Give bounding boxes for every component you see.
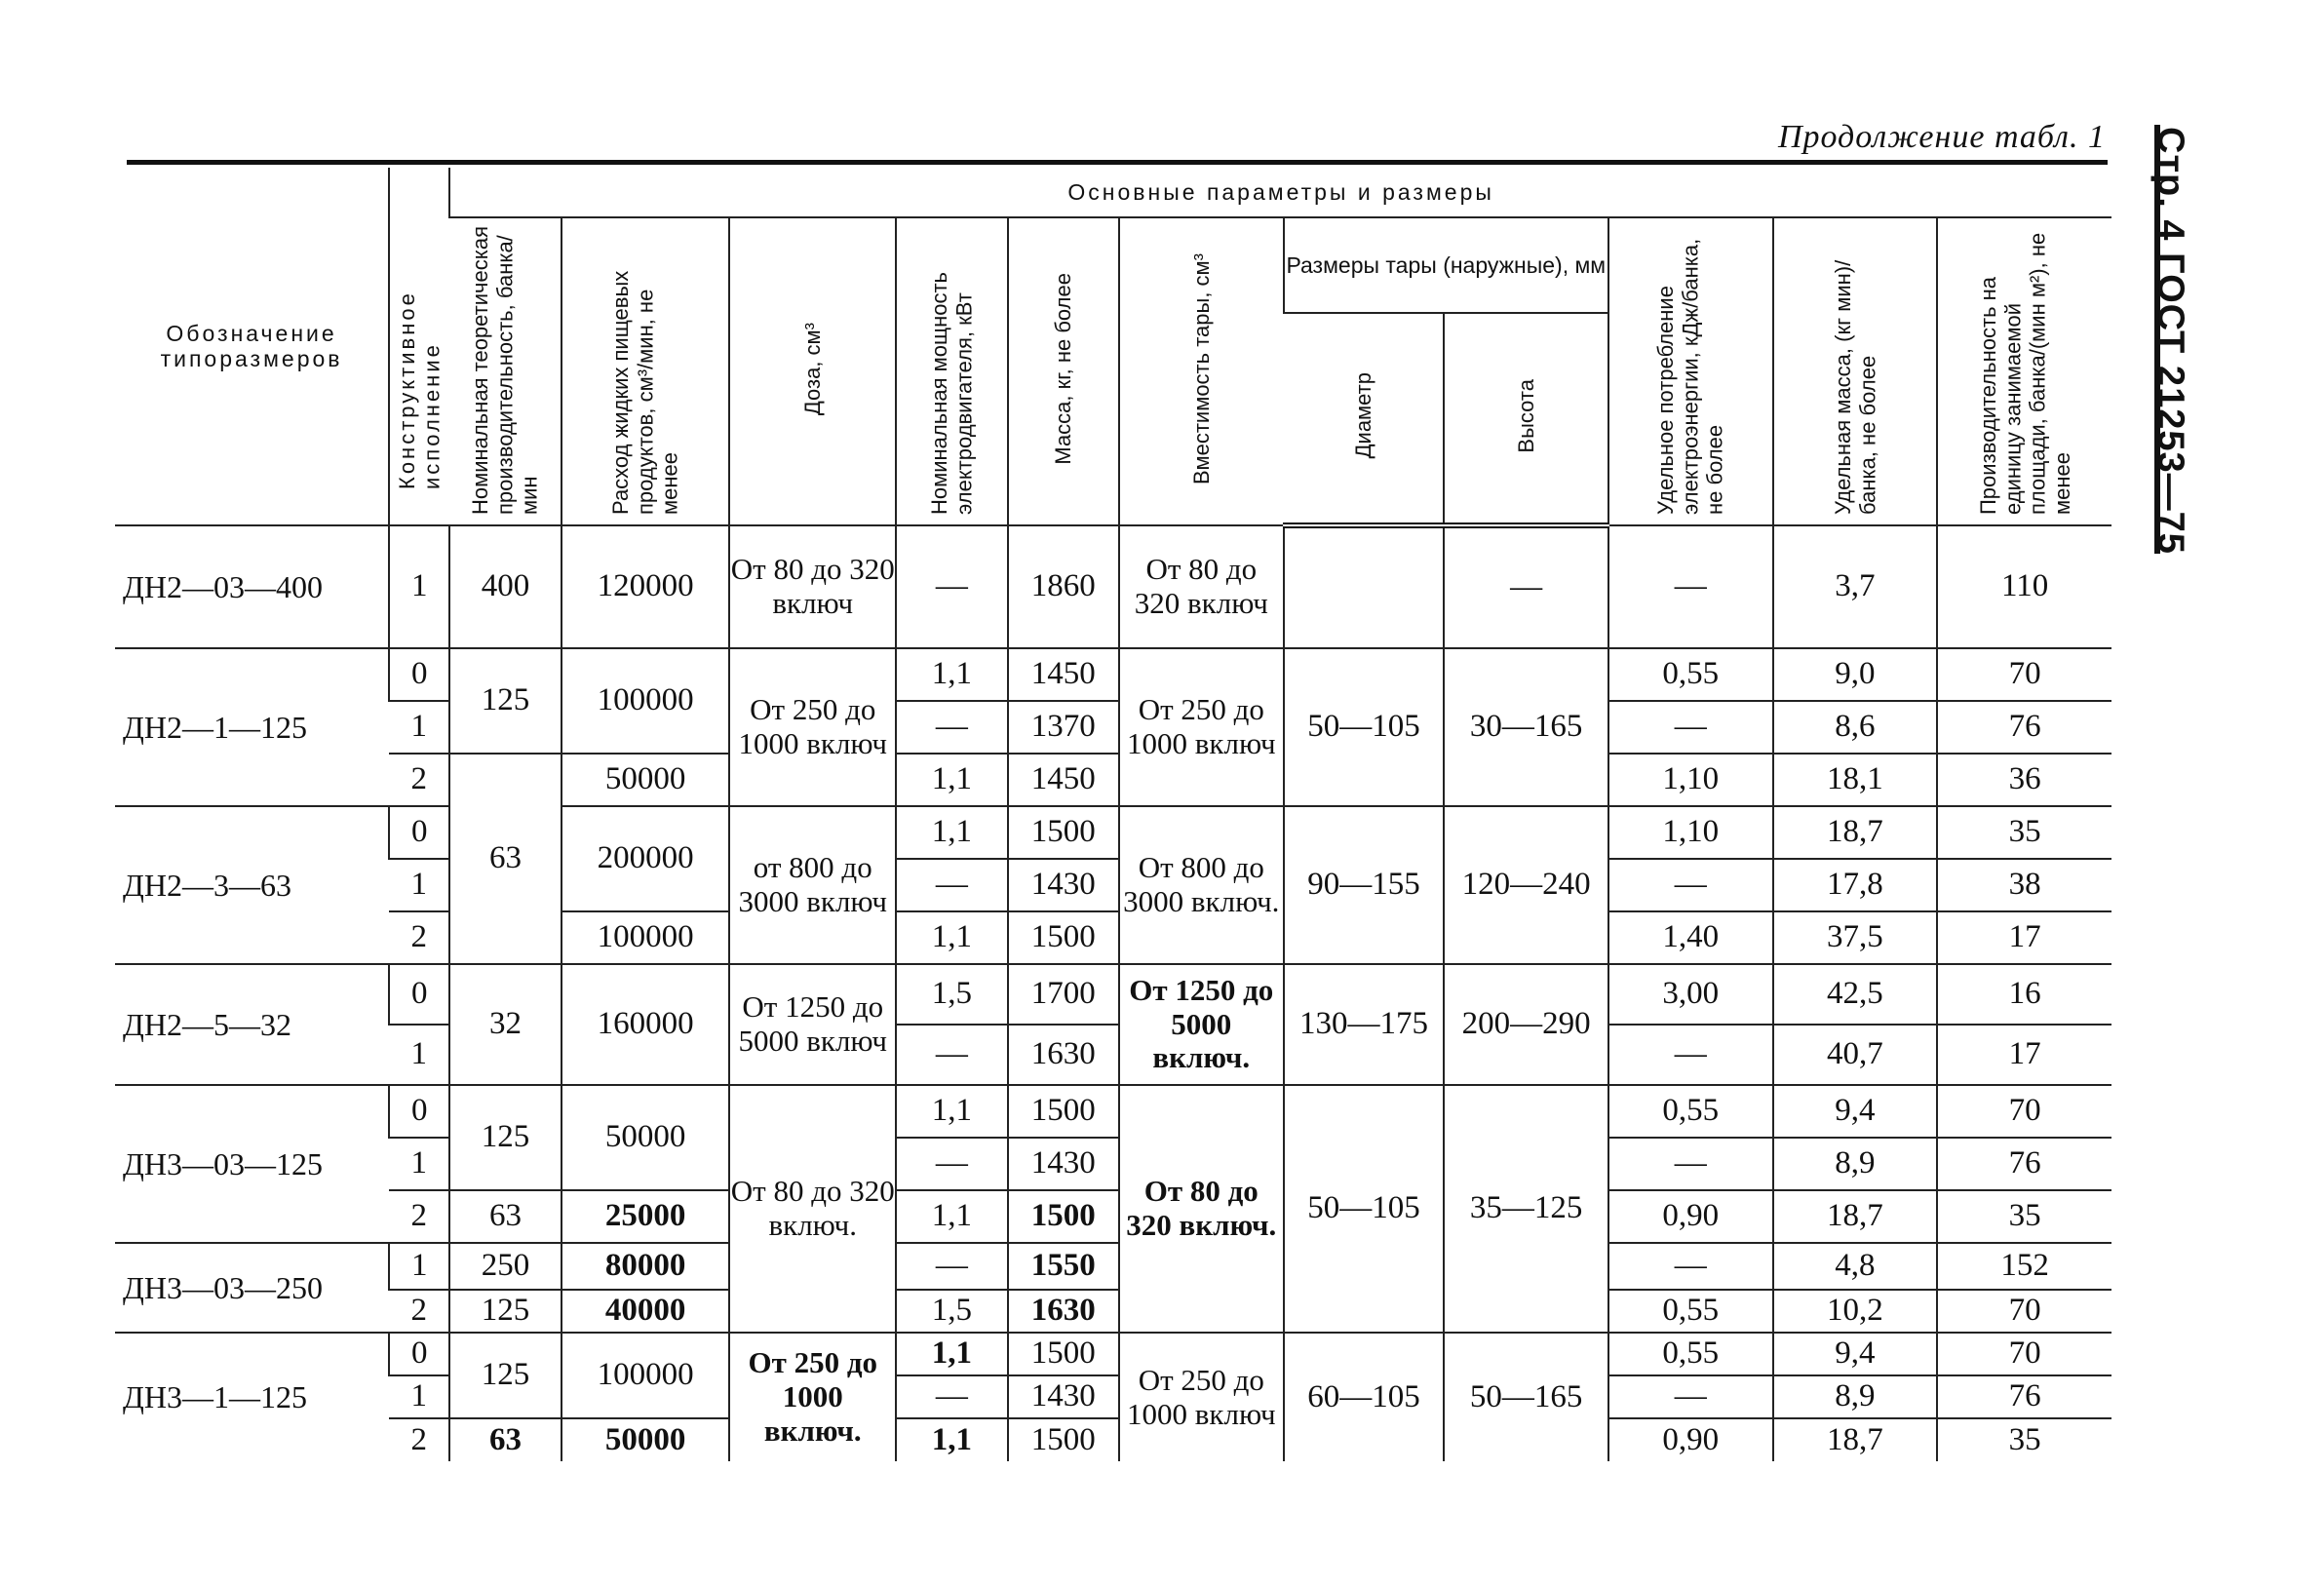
productivity-cell: 250 bbox=[449, 1243, 561, 1290]
area-productivity-cell: 76 bbox=[1937, 701, 2111, 754]
mass-cell: 1430 bbox=[1008, 1138, 1119, 1190]
mass-cell: 1450 bbox=[1008, 648, 1119, 701]
mass-cell: 1550 bbox=[1008, 1243, 1119, 1290]
energy-cell: — bbox=[1608, 859, 1773, 911]
height-cell: 120—240 bbox=[1444, 806, 1608, 964]
height-cell: 200—290 bbox=[1444, 964, 1608, 1085]
design-cell: 1 bbox=[389, 1243, 449, 1290]
energy-cell: 0,90 bbox=[1608, 1418, 1773, 1461]
consumption-cell: 100000 bbox=[562, 648, 730, 754]
type-designation: ДН2—5—32 bbox=[115, 964, 389, 1085]
spec-table bbox=[115, 168, 2111, 1461]
dose-cell: от 800 до 3000 включ bbox=[729, 806, 896, 964]
area-productivity-cell: 70 bbox=[1937, 1085, 2111, 1138]
dose-cell: От 250 до 1000 включ bbox=[729, 648, 896, 806]
capacity-cell: От 1250 до 5000 включ. bbox=[1119, 964, 1284, 1085]
mass-cell: 1450 bbox=[1008, 754, 1119, 806]
design-cell: 2 bbox=[389, 911, 449, 964]
area-productivity-cell: 70 bbox=[1937, 1333, 2111, 1375]
diameter-cell: 50—105 bbox=[1284, 648, 1445, 806]
energy-cell: 0,55 bbox=[1608, 1290, 1773, 1333]
mass-cell: 1860 bbox=[1008, 525, 1119, 648]
power-cell: 1,1 bbox=[896, 911, 1007, 964]
mass-cell: 1370 bbox=[1008, 701, 1119, 754]
capacity-cell: От 250 до 1000 включ bbox=[1119, 648, 1284, 806]
mass-cell: 1500 bbox=[1008, 911, 1119, 964]
header-designation: Обозначение типоразмеров bbox=[115, 168, 389, 525]
design-cell: 1 bbox=[389, 1025, 449, 1085]
mass-cell: 1700 bbox=[1008, 964, 1119, 1025]
area-productivity-cell: 35 bbox=[1937, 1418, 2111, 1461]
productivity-cell: 63 bbox=[449, 1418, 561, 1461]
productivity-cell: 63 bbox=[449, 754, 561, 964]
consumption-cell: 120000 bbox=[562, 525, 730, 648]
design-cell: 0 bbox=[389, 1333, 449, 1375]
specific-mass-cell: 18,7 bbox=[1773, 806, 1938, 859]
consumption-cell: 80000 bbox=[562, 1243, 730, 1290]
type-designation: ДН3—1—125 bbox=[123, 1379, 307, 1415]
diameter-cell: 50—105 bbox=[1284, 1085, 1445, 1333]
dose-cell: От 250 до 1000 включ. bbox=[729, 1333, 896, 1461]
area-productivity-cell: 38 bbox=[1937, 859, 2111, 911]
area-productivity-cell: 36 bbox=[1937, 754, 2111, 806]
area-productivity-cell: 35 bbox=[1937, 806, 2111, 859]
specific-mass-cell: 42,5 bbox=[1773, 964, 1938, 1025]
header-capacity: Вместимость тары, см³ bbox=[1119, 217, 1284, 525]
header-tare-group: Размеры тары (наружные), мм bbox=[1284, 217, 1608, 313]
specific-mass-cell: 8,6 bbox=[1773, 701, 1938, 754]
diameter-cell: 60—105 bbox=[1284, 1333, 1445, 1461]
design-cell: 1 bbox=[389, 1375, 449, 1418]
specific-mass-cell: 8,9 bbox=[1773, 1375, 1938, 1418]
mass-cell: 1500 bbox=[1008, 806, 1119, 859]
height-cell: 50—165 bbox=[1444, 1333, 1608, 1461]
header-dose: Доза, см³ bbox=[729, 217, 896, 525]
design-cell: 2 bbox=[389, 1290, 449, 1333]
area-productivity-cell: 16 bbox=[1937, 964, 2111, 1025]
height-cell: — bbox=[1444, 525, 1608, 648]
specific-mass-cell: 9,4 bbox=[1773, 1085, 1938, 1138]
power-cell: 1,1 bbox=[896, 1418, 1007, 1461]
power-cell: — bbox=[896, 1375, 1007, 1418]
power-cell: — bbox=[896, 1243, 1007, 1290]
consumption-cell: 25000 bbox=[562, 1190, 730, 1243]
design-cell: 0 bbox=[389, 648, 449, 701]
specific-mass-cell: 18,7 bbox=[1773, 1418, 1938, 1461]
specific-mass-cell: 37,5 bbox=[1773, 911, 1938, 964]
design-cell: 1 bbox=[389, 701, 449, 754]
productivity-cell: 400 bbox=[449, 525, 561, 648]
mass-cell: 1500 bbox=[1008, 1418, 1119, 1461]
header-consumption: Расход жидких пищевых продуктов, см³/мин, не менее bbox=[562, 217, 730, 525]
diameter-cell bbox=[1284, 525, 1445, 648]
mass-cell: 1630 bbox=[1008, 1025, 1119, 1085]
energy-cell: — bbox=[1608, 1025, 1773, 1085]
energy-cell: — bbox=[1608, 525, 1773, 648]
consumption-cell: 50000 bbox=[562, 1085, 730, 1190]
mass-cell: 1430 bbox=[1008, 1375, 1119, 1418]
height-cell: 30—165 bbox=[1444, 648, 1608, 806]
type-designation: ДН2—3—63 bbox=[115, 806, 389, 964]
energy-cell: 0,55 bbox=[1608, 1085, 1773, 1138]
area-productivity-cell: 17 bbox=[1937, 1025, 2111, 1085]
specific-mass-cell: 9,0 bbox=[1773, 648, 1938, 701]
power-cell: — bbox=[896, 701, 1007, 754]
mass-cell: 1430 bbox=[1008, 859, 1119, 911]
power-cell: — bbox=[896, 1025, 1007, 1085]
design-cell: 2 bbox=[410, 1421, 427, 1457]
capacity-cell: От 800 до 3000 включ. bbox=[1119, 806, 1284, 964]
header-energy: Удельное потребление электроэнергии, кДж/банка, не более bbox=[1608, 217, 1773, 525]
area-productivity-cell: 70 bbox=[1937, 1290, 2111, 1333]
productivity-cell: 125 bbox=[449, 1290, 561, 1333]
capacity-cell: От 80 до 320 включ bbox=[1119, 525, 1284, 648]
header-productivity: Номинальная теоретическая производительность, банка/мин bbox=[449, 217, 561, 525]
energy-cell: — bbox=[1608, 701, 1773, 754]
energy-cell: 0,90 bbox=[1608, 1190, 1773, 1243]
design-cell: 0 bbox=[389, 806, 449, 859]
header-area-productivity: Производительность на единицу занимаемой площади, банка/(мин м²), не менее bbox=[1937, 217, 2111, 525]
page-label: Стр. 4 ГОСТ 21253—75 bbox=[2150, 127, 2191, 555]
power-cell: 1,1 bbox=[896, 648, 1007, 701]
energy-cell: 0,55 bbox=[1608, 1333, 1773, 1375]
capacity-cell: От 250 до 1000 включ bbox=[1119, 1333, 1284, 1461]
table-caption: Продолжение табл. 1 bbox=[1777, 119, 2106, 155]
design-cell: 1 bbox=[389, 525, 449, 648]
dose-cell: От 1250 до 5000 включ bbox=[729, 964, 896, 1085]
design-cell: 1 bbox=[389, 1138, 449, 1190]
diameter-cell: 90—155 bbox=[1284, 806, 1445, 964]
consumption-cell: 160000 bbox=[562, 964, 730, 1085]
design-cell: 2 bbox=[389, 1190, 449, 1243]
type-designation: ДН3—03—250 bbox=[115, 1243, 389, 1333]
header-specific-mass: Удельная масса, (кг мин)/банка, не более bbox=[1773, 217, 1938, 525]
dose-cell: От 80 до 320 включ. bbox=[729, 1085, 896, 1333]
power-cell: — bbox=[896, 859, 1007, 911]
header-diameter: Диаметр bbox=[1284, 313, 1445, 525]
top-rule bbox=[127, 160, 2108, 165]
power-cell: 1,1 bbox=[896, 1333, 1007, 1375]
energy-cell: 1,40 bbox=[1608, 911, 1773, 964]
header-power: Номинальная мощность электродвигателя, кВт bbox=[896, 217, 1007, 525]
power-cell: 1,5 bbox=[896, 1290, 1007, 1333]
productivity-cell: 32 bbox=[449, 964, 561, 1085]
header-height: Высота bbox=[1444, 313, 1608, 525]
design-cell: 0 bbox=[389, 964, 449, 1025]
power-cell: 1,1 bbox=[896, 806, 1007, 859]
consumption-cell: 100000 bbox=[562, 1333, 730, 1418]
area-productivity-cell: 17 bbox=[1937, 911, 2111, 964]
header-design: Конструктивное исполнение bbox=[389, 168, 449, 525]
energy-cell: 1,10 bbox=[1608, 806, 1773, 859]
type-designation: ДН3—03—125 bbox=[115, 1085, 389, 1243]
specific-mass-cell: 3,7 bbox=[1773, 525, 1938, 648]
productivity-cell: 125 bbox=[449, 648, 561, 754]
energy-cell: 1,10 bbox=[1608, 754, 1773, 806]
energy-cell: 0,55 bbox=[1608, 648, 1773, 701]
power-cell: 1,1 bbox=[896, 754, 1007, 806]
power-cell: — bbox=[896, 525, 1007, 648]
productivity-cell: 125 bbox=[449, 1333, 561, 1418]
consumption-cell: 100000 bbox=[562, 911, 730, 964]
mass-cell: 1500 bbox=[1008, 1085, 1119, 1138]
consumption-cell: 200000 bbox=[562, 806, 730, 911]
power-cell: 1,1 bbox=[896, 1190, 1007, 1243]
dose-cell: От 80 до 320 включ bbox=[729, 525, 896, 648]
consumption-cell: 40000 bbox=[562, 1290, 730, 1333]
design-cell: 2 bbox=[389, 754, 449, 806]
specific-mass-cell: 8,9 bbox=[1773, 1138, 1938, 1190]
energy-cell: — bbox=[1608, 1243, 1773, 1290]
area-productivity-cell: 110 bbox=[1937, 525, 2111, 648]
capacity-cell: От 80 до 320 включ. bbox=[1119, 1085, 1284, 1333]
energy-cell: — bbox=[1608, 1375, 1773, 1418]
area-productivity-cell: 35 bbox=[1937, 1190, 2111, 1243]
power-cell: 1,5 bbox=[896, 964, 1007, 1025]
mass-cell: 1500 bbox=[1008, 1333, 1119, 1375]
power-cell: 1,1 bbox=[896, 1085, 1007, 1138]
height-cell: 35—125 bbox=[1444, 1085, 1608, 1333]
area-productivity-cell: 70 bbox=[1937, 648, 2111, 701]
design-cell: 1 bbox=[389, 859, 449, 911]
energy-cell: 3,00 bbox=[1608, 964, 1773, 1025]
specific-mass-cell: 10,2 bbox=[1773, 1290, 1938, 1333]
energy-cell: — bbox=[1608, 1138, 1773, 1190]
specific-mass-cell: 4,8 bbox=[1773, 1243, 1938, 1290]
diameter-cell: 130—175 bbox=[1284, 964, 1445, 1085]
mass-cell: 1630 bbox=[1008, 1290, 1119, 1333]
specific-mass-cell: 18,7 bbox=[1773, 1190, 1938, 1243]
productivity-cell: 125 bbox=[449, 1085, 561, 1190]
specific-mass-cell: 40,7 bbox=[1773, 1025, 1938, 1085]
specific-mass-cell: 18,1 bbox=[1773, 754, 1938, 806]
area-productivity-cell: 152 bbox=[1937, 1243, 2111, 1290]
area-productivity-cell: 76 bbox=[1937, 1138, 2111, 1190]
specific-mass-cell: 17,8 bbox=[1773, 859, 1938, 911]
specific-mass-cell: 9,4 bbox=[1773, 1333, 1938, 1375]
mass-cell: 1500 bbox=[1008, 1190, 1119, 1243]
productivity-cell: 63 bbox=[449, 1190, 561, 1243]
type-designation: ДН2—03—400 bbox=[115, 525, 389, 648]
consumption-cell: 50000 bbox=[562, 754, 730, 806]
design-cell: 0 bbox=[389, 1085, 449, 1138]
area-productivity-cell: 76 bbox=[1937, 1375, 2111, 1418]
consumption-cell: 50000 bbox=[562, 1418, 730, 1461]
type-designation: ДН2—1—125 bbox=[115, 648, 389, 806]
header-mass: Масса, кг, не более bbox=[1008, 217, 1119, 525]
power-cell: — bbox=[896, 1138, 1007, 1190]
header-main-group: Основные параметры и размеры bbox=[449, 168, 2111, 217]
